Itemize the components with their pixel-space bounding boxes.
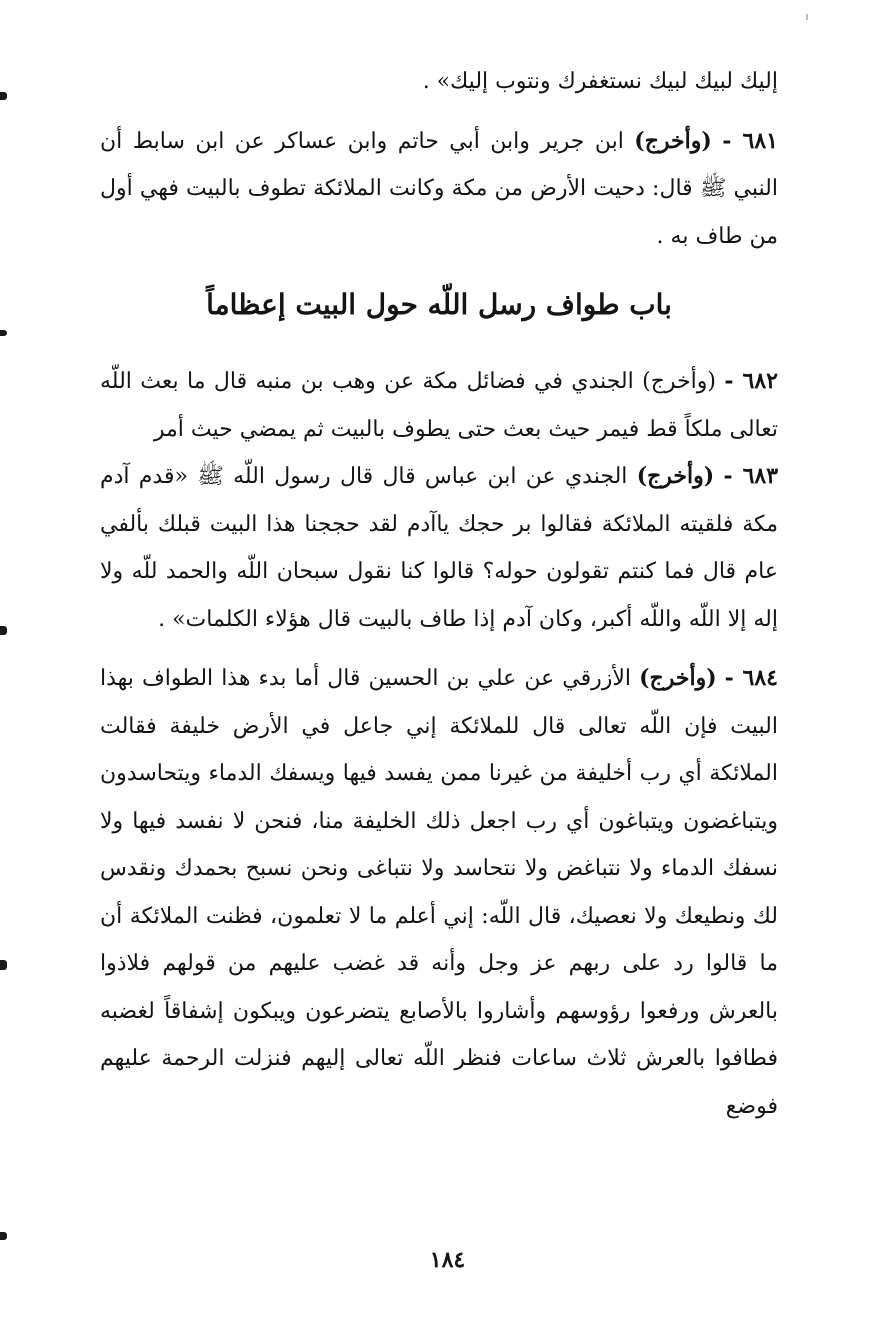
page-body (100, 58, 778, 1258)
paragraph-continuation (100, 58, 778, 106)
paragraph-text: الأزرقي عن علي بن الحسين قال أما بدء هذا الطواف بهذا البيت فإن اللّه تعالى قال للملائكة إني جاعل في الأرض خليفة فقالت الملائكة أي رب أخليفة من غيرنا ممن يفسد فيها ويسفك الدماء ويتحاسدون ويتباغضون ويتباغون أي رب اجعل ذلك الخليفة منا، فنحن لا نفسد فيها ولا نسفك الدماء ولا نتباغض ولا نتحاسد ولا نتباغى ونحن نسبح بحمدك ونقدس لك ونطيعك ولا نعصيك، قال اللّه: إني أعلم ما لا تعلمون، فظنت الملائكة أن ما قالوا رد على ربهم عز وجل وأنه قد غضب عليهم من قولهم فلاذوا بالعرش ورفعوا رؤوسهم وأشاروا بالأصابع يتضرعون ويبكون إشفاقاً لغضبه فطافوا بالعرش ثلاث ساعات فنظر اللّه تعالى إليهم فنزلت الرحمة عليهم فوضع (100, 666, 778, 1119)
paragraph-keyword: (وأخرج) (634, 127, 712, 154)
paragraph-keyword: (وأخرج) (636, 463, 715, 489)
paragraph-681 (100, 118, 778, 261)
paragraph-keyword: (وأخرج) (642, 369, 716, 394)
paragraph-number: ٦٨٤ - (724, 665, 778, 691)
section-heading: باب طواف رسل اللّه حول البيت إعظاماً (206, 288, 672, 321)
paragraph-number: ٦٨٢ - (724, 368, 778, 394)
scan-edge-mark (0, 626, 7, 635)
paragraph-text: إليك لبيك لبيك نستغفرك ونتوب إليك» . (422, 69, 778, 94)
paragraph-text: الجندي في فضائل مكة عن وهب بن منبه قال ما بعث اللّه تعالى ملكاً قط فيمر حيث بعث حتى يطوف بالبيت ثم يمضي حيث أمر (100, 369, 778, 442)
scan-edge-mark (0, 92, 7, 100)
paragraph-text: الجندي عن ابن عباس قال قال رسول اللّه ﷺ «قدم آدم مكة فلقيته الملائكة فقالوا بر حجك ياآدم لقد حججنا هذا البيت قبلك بألفي عام قال فما كنتم تقولون حوله؟ قالوا كنا نقول سبحان اللّه والحمد للّه ولا إله إلا اللّه واللّه أكبر، وكان آدم إذا طاف بالبيت قال هؤلاء الكلمات» . (100, 464, 778, 632)
scan-speck (806, 14, 808, 20)
paragraph-number: ٦٨٣ - (723, 463, 779, 489)
paragraph-683 (100, 453, 778, 643)
scan-edge-mark (0, 1232, 7, 1240)
scan-edge-mark (0, 960, 7, 970)
paragraph-682 (100, 358, 778, 453)
paragraph-number: ٦٨١ - (722, 127, 778, 154)
scan-edge-mark (0, 330, 7, 336)
paragraph-text: ابن جرير وابن أبي حاتم وابن عساكر عن ابن سابط أن النبي ﷺ قال: دحيت الأرض من مكة وكانت الملائكة تطوف بالبيت فهي أول من طاف به . (100, 128, 778, 249)
paragraph-keyword: (وأخرج) (639, 665, 717, 691)
paragraph-684 (100, 655, 778, 1130)
page-number: ١٨٤ (429, 1247, 466, 1273)
